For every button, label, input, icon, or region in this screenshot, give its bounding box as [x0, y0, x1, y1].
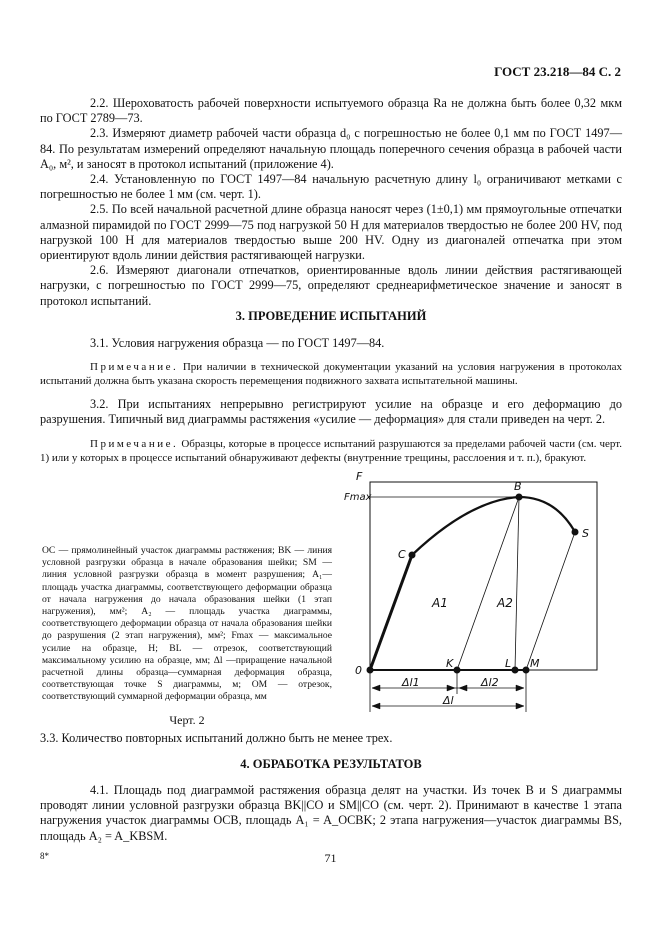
section-4-title: 4. ОБРАБОТКА РЕЗУЛЬТАТОВ: [240, 757, 422, 771]
figure-label: Черт. 2: [169, 712, 205, 727]
line-bl: [515, 497, 519, 670]
footer-mark: 8*: [40, 851, 49, 861]
paragraph-2-5: 2.5. По всей начальной расчетной длине образца наносят через (1±0,1) мм прямоугольные отпечатки алмазной пирамидой по ГОСТ 2999—75 под нагрузкой 50 Н для материалов твердостью не более 200 HV, под нагрузкой 100 Н для материалов твердостью выше 200 HV. Одну из диагоналей отпечатка при этом ориентируют вдоль линии действия растягивающей нагрузки.: [40, 202, 622, 263]
paragraph-2-3: 2.3. Измеряют диаметр рабочей части образца d₀ с погрешностью не более 0,1 мм по ГОСТ 1497—84. По результатам измерений определяют начальную площадь поперечного сечения образца в рабочей части A₀, м², и заносят в протокол испытаний (приложение 4).: [40, 126, 622, 171]
label-f: F: [356, 470, 363, 483]
label-fmax: Fmax: [344, 492, 372, 503]
point-b: [516, 494, 523, 501]
label-dl2: Δl2: [481, 676, 499, 689]
line-bk: [457, 497, 519, 670]
paragraph-2-6: 2.6. Измеряют диагонали отпечатков, ориентированные вдоль линии действия растягивающей нагрузки, с погрешностью по ГОСТ 2999—75, определяют среднеарифметическое значение и заносят в протокол испытаний.: [40, 263, 622, 308]
label-s: S: [582, 527, 589, 540]
point-k: [454, 667, 461, 674]
page-header: ГОСТ 23.218—84 С. 2: [494, 64, 621, 79]
note-label: Примечание.: [90, 437, 179, 450]
label-k: K: [446, 657, 454, 670]
label-a2: A2: [497, 596, 513, 610]
figure-legend: OC — прямолинейный участок диаграммы растяжения; BK — линия условной разгрузки образца в начале образования шейки; SM — линия условной разгрузки образца в момент разрушения; A₁— площадь участка диаграммы, соответствующего деформации образца от начала нагружения до начала образования шейки (1 этап нагружения), мм²; A₂ — площадь участка диаграммы, соответствующего деформации образца от начала образования шейки до разрушения (2 этап нагружения), мм²; Fmax — максимальное усилие на образце, Н; BL — отрезок, соответствующий максимальному усилию на образце, мм; Δl —приращение начальной расчетной длины образца—суммарная деформация образца, соответствующая точке S диаграммы, м; OM — отрезок, соответствующий суммарной деформации образца, мм: [42, 545, 332, 703]
label-a1: A1: [432, 596, 448, 610]
note-label: Примечание.: [90, 361, 179, 374]
note-1-text: При наличии в технической документации указаний на условия нагружения в протоколах испытаний должна быть указана скорость перемещения подвижного захвата испытательной машины.: [40, 361, 622, 388]
note-2-text: Образцы, которые в процессе испытаний разрушаются за пределами рабочей части (см. черт. 1) или у которых в процессе испытаний обнаруживают дефекты (внутренние трещины, расслоения и т. п.), бракуют.: [40, 437, 623, 464]
page-number: 71: [324, 851, 337, 865]
paragraph-3-1: 3.1. Условия нагружения образца — по ГОСТ 1497—84.: [90, 336, 385, 350]
label-c: C: [398, 548, 406, 561]
label-dl: Δl: [443, 694, 454, 707]
point-s: [572, 529, 579, 536]
label-m: M: [530, 657, 540, 670]
curve-cbs: [412, 497, 575, 555]
line-sm: [526, 532, 575, 670]
point-o: [367, 667, 374, 674]
section-4-text: [40, 783, 622, 844]
paragraph-2-2: 2.2. Шероховатость рабочей поверхности испытуемого образца Ra не должна быть более 0,32 мкм по ГОСТ 2789—73.: [40, 96, 622, 126]
paragraph-3-3: 3.3. Количество повторных испытаний должно быть не менее трех.: [40, 731, 393, 745]
point-m: [523, 667, 530, 674]
section-3-title: 3. ПРОВЕДЕНИЕ ИСПЫТАНИЙ: [235, 309, 427, 323]
line-oc: [370, 555, 412, 670]
point-l: [512, 667, 519, 674]
label-l: L: [505, 657, 512, 670]
point-c: [409, 552, 416, 559]
paragraph-4-1: 4.1. Площадь под диаграммой растяжения образца делят на участки. Из точек B и S диаграммы проводят линии условной разгрузки образца BK||CO и SM||CO (см. черт. 2). Принимают в качестве 1 этапа нагружения участок диаграммы OCB, площадь A₁ = A_OCBK; 2 этапа нагружения—участок диаграммы BS, площадь A₂ = A_KBSM.: [40, 783, 622, 843]
label-o: 0: [355, 664, 362, 677]
label-b: B: [514, 480, 522, 493]
label-dl1: Δl1: [402, 676, 420, 689]
paragraph-2-4: 2.4. Установленную по ГОСТ 1497—84 начальную расчетную длину l₀ ограничивают метками с погрешностью не более 1 мм (см. черт. 1).: [40, 172, 622, 202]
paragraph-3-2: 3.2. При испытаниях непрерывно регистрируют усилие на образце и его деформацию до разрушения. Типичный вид диаграммы растяжения «усилие — деформация» для стали приведен на черт. 2.: [40, 397, 622, 427]
